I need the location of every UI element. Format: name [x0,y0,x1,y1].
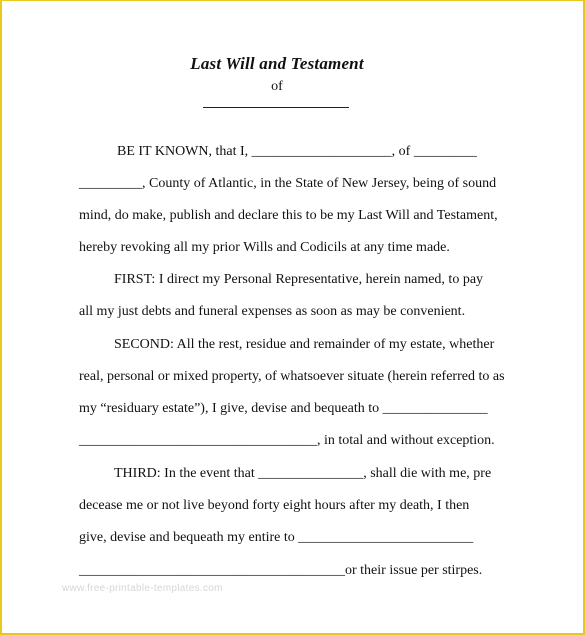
line-9: my “residuary estate”), I give, devise and bequeath to _______________ [79,401,488,416]
line-10: __________________________________, in total and without exception. [79,433,495,448]
line-7: SECOND: All the rest, residue and remainder of my estate, whether [114,337,495,352]
document-title: Last Will and Testament [190,54,364,73]
line-11: THIRD: In the event that _______________, shall die with me, pre [114,466,492,481]
watermark: www.free-printable-templates.com [62,583,223,594]
line-5: FIRST: I direct my Personal Representative, herein named, to pay [114,272,484,287]
line-4: hereby revoking all my prior Wills and Codicils at any time made. [79,240,450,255]
testator-name-line [203,107,349,108]
of-label: of [271,79,283,94]
line-6: all my just debts and funeral expenses as soon as may be convenient. [79,304,466,319]
line-8: real, personal or mixed property, of whatsoever situate (herein referred to as [79,369,505,384]
line-12: decease me or not live beyond forty eight hours after my death, I then [79,498,470,513]
line-1: BE IT KNOWN, that I, ____________________, of _________ [117,144,477,159]
line-14: ______________________________________or their issue per stirpes. [79,563,483,578]
line-3: mind, do make, publish and declare this to be my Last Will and Testament, [79,208,498,223]
line-13: give, devise and bequeath my entire to _________________________ [79,530,474,545]
line-2: _________, County of Atlantic, in the State of New Jersey, being of sound [79,176,497,191]
